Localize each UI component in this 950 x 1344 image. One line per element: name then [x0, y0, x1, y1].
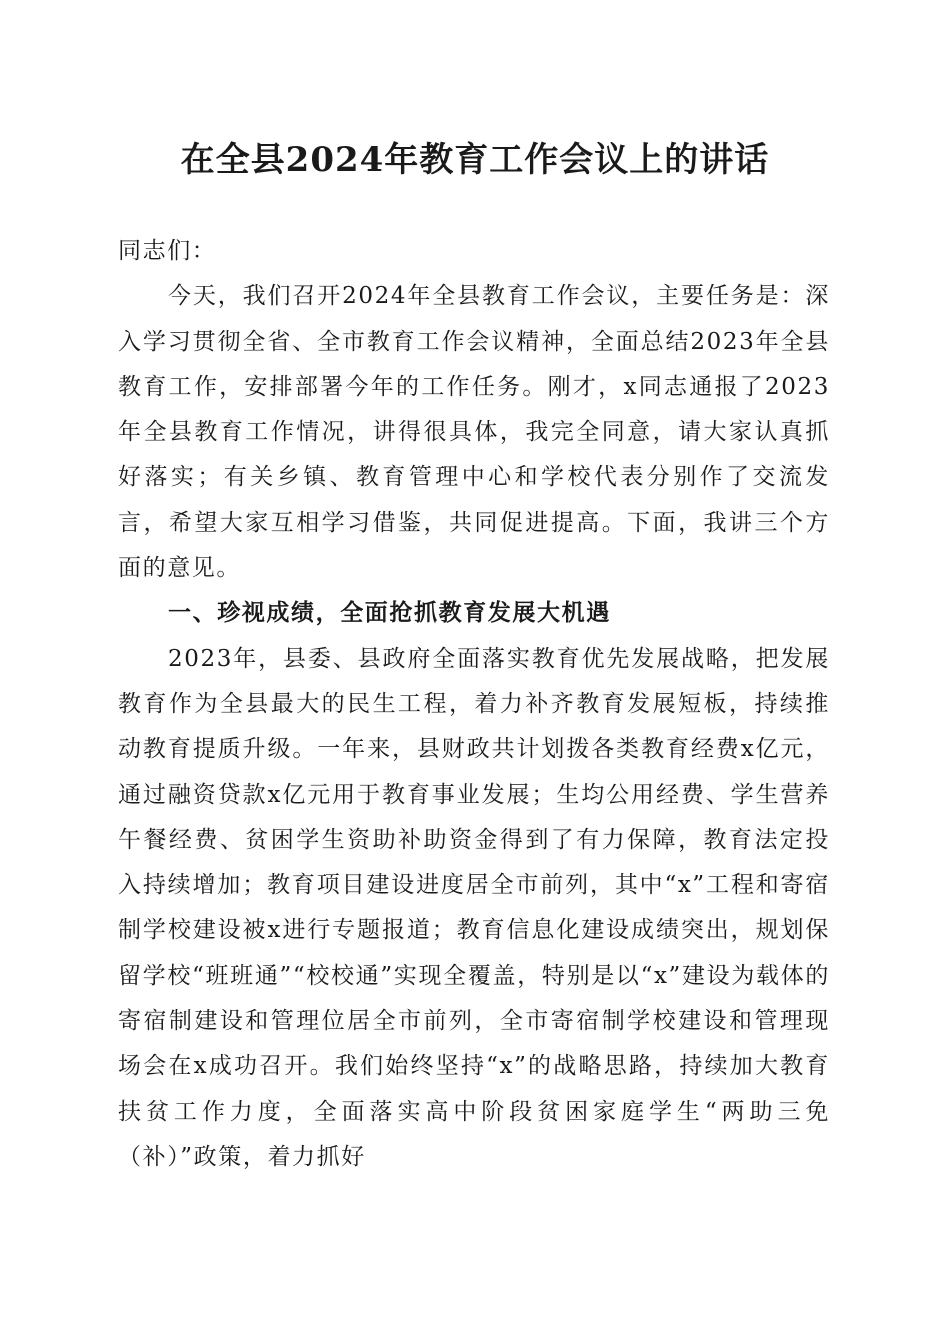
salutation: 同志们： — [118, 238, 217, 264]
intro-paragraph: 今天，我们召开2024年全县教育工作会议，主要任务是：深入学习贯彻全省、全市教育工作会议精神，全面总结2023年全县教育工作，安排部署今年的工作任务。刚才，x同志通报了2023年全县教育工作情况，讲得很具体，我完全同意，请大家认真抓好落实；有关乡镇、教育管理中心和学校代表分别作了交流发言，希望大家互相学习借鉴，共同促进提高。下面，我讲三个方面的意见。 — [118, 283, 830, 582]
document-body — [118, 229, 830, 1180]
document-title: 在全县2024年教育工作会议上的讲话 — [180, 140, 770, 180]
section-paragraph: 2023年，县委、县政府全面落实教育优先发展战略，把发展教育作为全县最大的民生工程，着力补齐教育发展短板，持续推动教育提质升级。一年来，县财政共计划拨各类教育经费x亿元，通过融资贷款x亿元用于教育事业发展；生均公用经费、学生营养午餐经费、贫困学生资助补助资金得到了有力保障，教育法定投入持续增加；教育项目建设进度居全市前列，其中“x”工程和寄宿制学校建设被x进行专题报道；教育信息化建设成绩突出，规划保留学校“班班通”“校校通”实现全覆盖，特别是以“x”建设为载体的寄宿制建设和管理位居全市前列，全市寄宿制学校建设和管理现场会在x成功召开。我们始终坚持“x”的战略思路，持续加大教育扶贫工作力度，全面落实高中阶段贫困家庭学生“两助三免（补）”政策，着力抓好 — [118, 645, 830, 1170]
section-heading: 一、珍视成绩，全面抢抓教育发展大机遇 — [168, 600, 611, 627]
